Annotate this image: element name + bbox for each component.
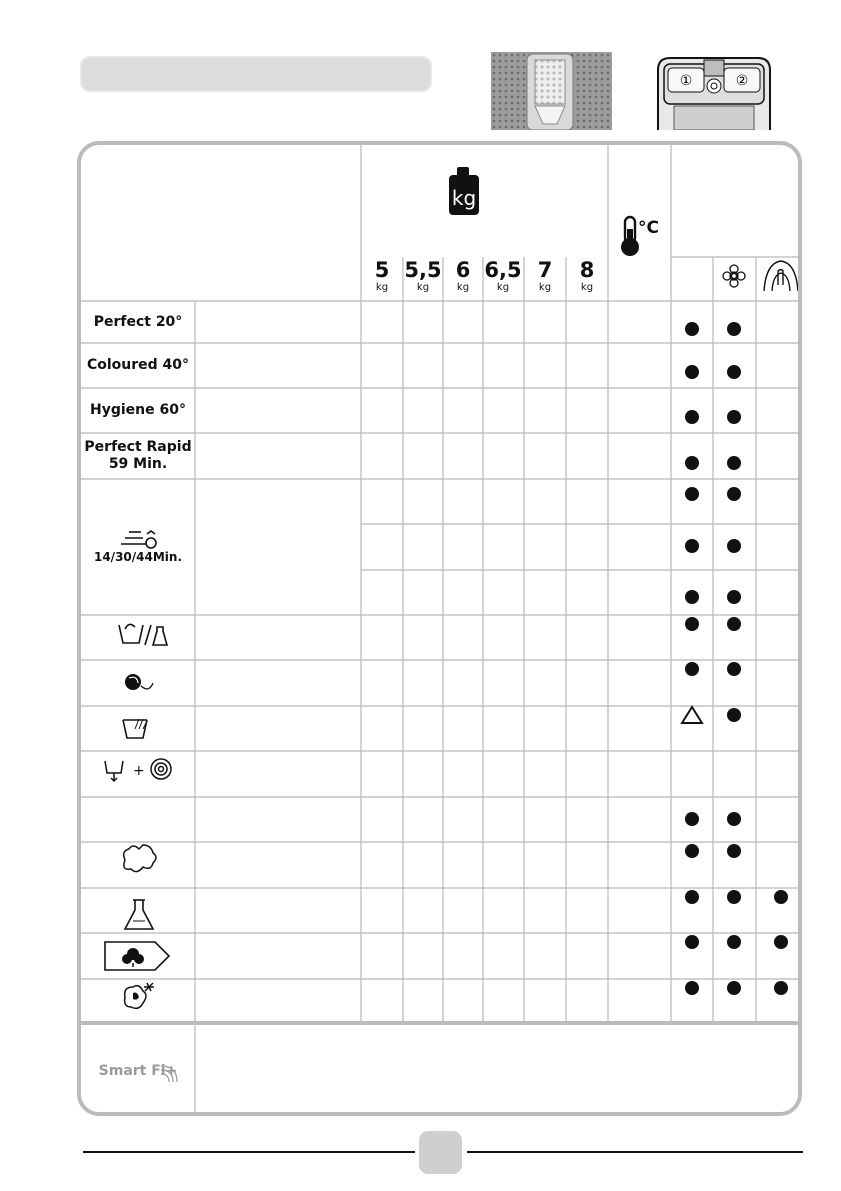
dispenser-triangle — [680, 705, 704, 725]
drain-spin-icon — [105, 759, 171, 781]
wool-icon — [125, 674, 153, 690]
dispenser-dot — [727, 708, 741, 722]
flask-icon — [125, 900, 153, 929]
mixed-fabrics-icon — [124, 845, 156, 872]
dispenser-dot — [685, 662, 699, 676]
dispenser-dot — [685, 935, 699, 949]
dispenser-dot — [727, 456, 741, 470]
svg-text:°C: °C — [638, 218, 659, 238]
load-weight-icon — [449, 167, 479, 215]
dispenser-dot — [685, 844, 699, 858]
dispenser-dot — [685, 590, 699, 604]
hand-wash-delicates-icon — [119, 624, 167, 645]
program-label-rapid-minutes: 14/30/44Min. — [93, 550, 183, 564]
detergent-drawer-photo — [491, 52, 612, 130]
cotton-tag-icon — [105, 942, 169, 970]
dispenser-dot — [685, 365, 699, 379]
program-label-perfect-rapid: Perfect Rapid 59 Min. — [84, 439, 192, 472]
dispenser-dot — [774, 935, 788, 949]
page-number-tab — [419, 1131, 462, 1174]
dispenser-dot — [727, 935, 741, 949]
dispenser-dot — [685, 487, 699, 501]
dispenser-dot — [685, 617, 699, 631]
stain-icon — [125, 983, 154, 1008]
dispenser-dot — [685, 890, 699, 904]
footer-rule-left — [83, 1151, 415, 1153]
dispenser-dot — [685, 322, 699, 336]
dispenser-dot — [727, 410, 741, 424]
program-label-hygiene-60: Hygiene 60° — [90, 402, 186, 418]
dispenser-dot — [727, 365, 741, 379]
program-label-perfect-20: Perfect 20° — [93, 314, 183, 330]
program-label-coloured-40: Coloured 40° — [86, 357, 190, 373]
dispenser-dot — [685, 812, 699, 826]
thermometer-icon — [621, 217, 659, 256]
section-title-bar — [80, 56, 432, 92]
dispenser-dot — [727, 617, 741, 631]
dispenser-dot — [727, 322, 741, 336]
dispenser-dot — [685, 410, 699, 424]
dispenser-dot — [685, 981, 699, 995]
manual-dose-icon — [764, 261, 798, 291]
dispenser-dot — [727, 812, 741, 826]
compartment-2-label: ② — [735, 73, 749, 89]
dispenser-dot — [727, 890, 741, 904]
rinse-icon — [123, 719, 147, 738]
dispenser-dot — [685, 456, 699, 470]
footer-rule-right — [467, 1151, 803, 1153]
dispenser-dot — [774, 981, 788, 995]
dispenser-dot — [727, 844, 741, 858]
dispenser-dot — [727, 487, 741, 501]
smart-fi-label: Smart Fi+ — [98, 1063, 178, 1079]
svg-text:+: + — [133, 763, 145, 779]
dispenser-dot — [685, 539, 699, 553]
dispenser-dot — [727, 590, 741, 604]
dispenser-dot — [727, 981, 741, 995]
dispenser-dot — [727, 539, 741, 553]
dispenser-dot — [774, 890, 788, 904]
softener-icon — [723, 265, 745, 287]
rapid-wash-icon — [121, 531, 156, 548]
program-table: kg °C + 5 kg 5,5 kg 6 kg 6,5 kg 7 kg 8 kg Perfect 20° Coloured 40° Hygiene 60° Perfect Rapid 59 Min. 14/30/44Min. Smart Fi+ — [77, 141, 802, 1116]
dispenser-compartments-diagram — [652, 56, 776, 130]
compartment-1-label: ① — [679, 73, 693, 89]
svg-text:kg: kg — [451, 186, 477, 210]
dispenser-dot — [727, 662, 741, 676]
